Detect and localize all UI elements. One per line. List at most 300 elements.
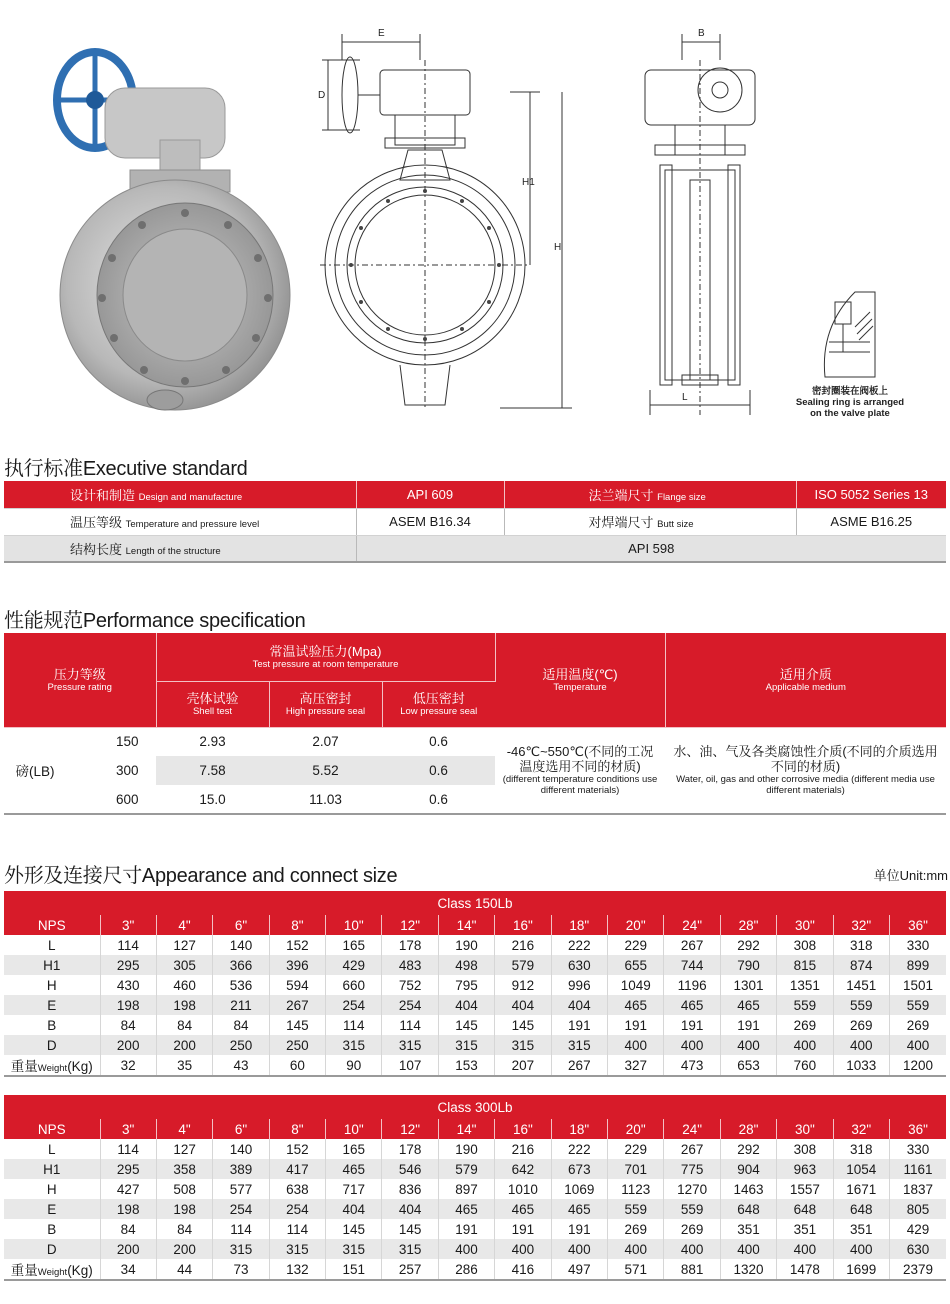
table-cell: 404 bbox=[495, 995, 551, 1015]
table-cell: 198 bbox=[156, 995, 212, 1015]
table-cell: 400 bbox=[664, 1239, 720, 1259]
table-cell: 430 bbox=[100, 975, 156, 995]
table-row bbox=[4, 1199, 946, 1219]
table-cell: 145 bbox=[269, 1015, 325, 1035]
header-en: High pressure seal bbox=[285, 706, 366, 717]
table-cell: 795 bbox=[438, 975, 494, 995]
table-cell: 404 bbox=[382, 1199, 438, 1219]
table-row bbox=[4, 1239, 946, 1259]
table-cell: 114 bbox=[382, 1015, 438, 1035]
nps-header-cell: 32" bbox=[833, 1119, 889, 1139]
appearance-title-en: Appearance and connect size bbox=[141, 865, 398, 887]
table-cell: 250 bbox=[269, 1035, 325, 1055]
table-cell: 465 bbox=[495, 1199, 551, 1219]
table-cell: 465 bbox=[438, 1199, 494, 1219]
table-cell: 308 bbox=[777, 935, 833, 955]
class150-size-table bbox=[4, 891, 946, 1077]
table-cell: 207 bbox=[495, 1055, 551, 1076]
table-header-row bbox=[4, 915, 946, 935]
row-label: L bbox=[4, 935, 100, 955]
header-zh: 适用温度(℃) bbox=[542, 666, 618, 682]
dim-h-label: H bbox=[554, 242, 562, 253]
table-cell: 760 bbox=[777, 1055, 833, 1076]
table-cell: 358 bbox=[156, 1159, 212, 1179]
table-cell: 1557 bbox=[777, 1179, 833, 1199]
class-title: Class 150Lb bbox=[4, 891, 946, 915]
table-row bbox=[4, 935, 946, 955]
shell-value bbox=[116, 727, 269, 756]
table-cell: 1010 bbox=[495, 1179, 551, 1199]
table-cell: 465 bbox=[664, 995, 720, 1015]
table-cell: 579 bbox=[438, 1159, 494, 1179]
table-cell: 630 bbox=[889, 1239, 946, 1259]
table-cell: 701 bbox=[608, 1159, 664, 1179]
table-row bbox=[4, 1139, 946, 1159]
table-cell: 396 bbox=[269, 955, 325, 975]
table-cell: 1033 bbox=[833, 1055, 889, 1076]
table-cell: 400 bbox=[720, 1035, 776, 1055]
performance-table bbox=[4, 633, 946, 815]
row-label: E bbox=[4, 995, 100, 1015]
table-cell: 577 bbox=[213, 1179, 269, 1199]
header-zh: 适用介质 bbox=[779, 666, 832, 682]
weight-zh: 重量 bbox=[10, 1263, 38, 1278]
table-row bbox=[4, 995, 946, 1015]
table-cell: 114 bbox=[269, 1219, 325, 1239]
table-cell: 269 bbox=[906, 1017, 930, 1033]
table-cell: 1478 bbox=[777, 1259, 833, 1280]
table-cell: 400 bbox=[833, 1239, 889, 1259]
header-en: Applicable medium bbox=[765, 681, 846, 693]
row-label: D bbox=[4, 1035, 100, 1055]
table-cell: 775 bbox=[664, 1159, 720, 1179]
table-cell: 400 bbox=[608, 1239, 664, 1259]
table-cell: 508 bbox=[156, 1179, 212, 1199]
std-label-cell bbox=[504, 508, 796, 535]
weight-unit: (Kg) bbox=[67, 1059, 93, 1074]
table-cell: 483 bbox=[382, 955, 438, 975]
low-value: 0.6 bbox=[382, 785, 495, 814]
table-cell: 351 bbox=[720, 1219, 776, 1239]
std-label-zh: 设计和制造 bbox=[70, 487, 136, 503]
table-cell: 996 bbox=[551, 975, 607, 995]
table-cell: 653 bbox=[720, 1055, 776, 1076]
temperature-header bbox=[495, 633, 665, 727]
table-cell: 132 bbox=[269, 1259, 325, 1280]
table-cell: 400 bbox=[833, 1035, 889, 1055]
rating-unit: 磅(LB) bbox=[15, 764, 55, 780]
std-label-zh: 温压等级 bbox=[70, 515, 123, 530]
table-cell: 315 bbox=[382, 1239, 438, 1259]
table-cell: 465 bbox=[551, 1199, 607, 1219]
table-cell: 267 bbox=[269, 995, 325, 1015]
row-label: H1 bbox=[4, 955, 100, 975]
table-cell: 152 bbox=[269, 1139, 325, 1159]
table-cell: 400 bbox=[438, 1239, 494, 1259]
table-cell: 400 bbox=[720, 1239, 776, 1259]
table-cell: 330 bbox=[906, 937, 930, 953]
table-cell: 465 bbox=[326, 1159, 382, 1179]
table-cell: 269 bbox=[833, 1015, 889, 1035]
table-cell: 1351 bbox=[777, 975, 833, 995]
table-row bbox=[4, 1035, 946, 1055]
table-cell: 165 bbox=[326, 935, 382, 955]
std-value-cell: ISO 5052 Series 13 bbox=[796, 481, 946, 508]
nps-header-cell: 20" bbox=[608, 915, 664, 935]
table-cell: 559 bbox=[777, 995, 833, 1015]
sealing-detail-drawing bbox=[815, 282, 885, 382]
table-cell: 400 bbox=[551, 1239, 607, 1259]
valve-photo bbox=[0, 30, 300, 440]
executive-title-zh: 执行标准 bbox=[4, 458, 83, 480]
table-cell: 559 bbox=[664, 1199, 720, 1219]
row-label: H1 bbox=[4, 1159, 100, 1179]
nps-header-cell: 3" bbox=[100, 915, 156, 935]
shell-value bbox=[116, 756, 269, 785]
table-cell: 648 bbox=[833, 1199, 889, 1219]
table-cell: 579 bbox=[495, 955, 551, 975]
row-label bbox=[4, 1055, 100, 1076]
table-cell: 673 bbox=[551, 1159, 607, 1179]
nps-header-cell: 12" bbox=[382, 915, 438, 935]
table-cell: 559 bbox=[833, 995, 889, 1015]
table-cell: 305 bbox=[156, 955, 212, 975]
table-cell: 717 bbox=[326, 1179, 382, 1199]
table-cell: 899 bbox=[889, 955, 946, 975]
table-cell: 1123 bbox=[608, 1179, 664, 1199]
std-label-cell bbox=[4, 481, 356, 508]
table-cell: 153 bbox=[438, 1055, 494, 1076]
std-value-cell: ASEM B16.34 bbox=[356, 508, 504, 535]
table-cell: 416 bbox=[495, 1259, 551, 1280]
row-label: H bbox=[4, 1179, 100, 1199]
nps-header-cell: 24" bbox=[664, 915, 720, 935]
weight-en: Weight bbox=[37, 1063, 68, 1074]
medium-note bbox=[665, 727, 946, 814]
nps-header-cell: 30" bbox=[777, 915, 833, 935]
row-label: B bbox=[4, 1219, 100, 1239]
table-cell: 836 bbox=[382, 1179, 438, 1199]
table-cell: 200 bbox=[156, 1035, 212, 1055]
executive-standard-title bbox=[4, 452, 248, 481]
nps-header-cell: 12" bbox=[382, 1119, 438, 1139]
class-value: 300 bbox=[116, 763, 139, 778]
high-value: 11.03 bbox=[269, 785, 382, 814]
table-cell: 229 bbox=[608, 1139, 664, 1159]
table-cell: 404 bbox=[326, 1199, 382, 1219]
table-cell: 473 bbox=[664, 1055, 720, 1076]
std-label-zh: 法兰端尺寸 bbox=[588, 487, 654, 503]
table-cell: 114 bbox=[326, 1015, 382, 1035]
table-cell: 216 bbox=[495, 935, 551, 955]
table-cell: 318 bbox=[833, 935, 889, 955]
table-cell: 198 bbox=[156, 1199, 212, 1219]
table-row bbox=[4, 727, 946, 756]
header-en: Test pressure at room temperature bbox=[252, 658, 399, 670]
nps-header-cell: 28" bbox=[720, 915, 776, 935]
table-cell: 1451 bbox=[833, 975, 889, 995]
table-cell: 191 bbox=[438, 1219, 494, 1239]
table-cell: 127 bbox=[156, 1139, 212, 1159]
table-cell: 145 bbox=[438, 1015, 494, 1035]
class-value: 150 bbox=[116, 734, 139, 750]
shell-text: 7.58 bbox=[199, 763, 226, 778]
table-cell: 648 bbox=[720, 1199, 776, 1219]
nps-header-cell: 36" bbox=[889, 1119, 946, 1139]
table-cell: 229 bbox=[608, 935, 664, 955]
table-cell: 400 bbox=[889, 1035, 946, 1055]
table-row bbox=[4, 1179, 946, 1199]
nps-header-cell: 18" bbox=[551, 915, 607, 935]
medium-zh: 水、油、气及各类腐蚀性介质(不同的介质选用不同的材质) bbox=[673, 744, 938, 775]
row-label: B bbox=[4, 1015, 100, 1035]
table-cell: 191 bbox=[495, 1219, 551, 1239]
table-cell: 400 bbox=[608, 1035, 664, 1055]
dim-h1-label: H1 bbox=[522, 177, 535, 188]
table-cell: 460 bbox=[156, 975, 212, 995]
table-cell: 429 bbox=[326, 955, 382, 975]
table-row bbox=[4, 1159, 946, 1179]
table-cell: 904 bbox=[720, 1159, 776, 1179]
class-title: Class 300Lb bbox=[4, 1095, 946, 1119]
table-cell: 1049 bbox=[608, 975, 664, 995]
table-cell: 1463 bbox=[720, 1179, 776, 1199]
front-view-drawing bbox=[300, 20, 600, 440]
table-cell: 660 bbox=[326, 975, 382, 995]
table-cell: 805 bbox=[889, 1199, 946, 1219]
table-cell: 191 bbox=[664, 1015, 720, 1035]
table-cell: 73 bbox=[213, 1259, 269, 1280]
nps-header-cell: 32" bbox=[833, 915, 889, 935]
table-cell: 267 bbox=[664, 1139, 720, 1159]
row-label: D bbox=[4, 1239, 100, 1259]
table-cell: 315 bbox=[495, 1035, 551, 1055]
table-cell: 60 bbox=[269, 1055, 325, 1076]
row-label: E bbox=[4, 1199, 100, 1219]
table-cell: 327 bbox=[608, 1055, 664, 1076]
table-row bbox=[4, 1219, 946, 1239]
table-cell: 497 bbox=[551, 1259, 607, 1280]
table-cell: 114 bbox=[100, 935, 156, 955]
table-cell: 404 bbox=[551, 995, 607, 1015]
table-cell: 35 bbox=[156, 1055, 212, 1076]
table-cell: 1054 bbox=[833, 1159, 889, 1179]
table-cell: 222 bbox=[551, 935, 607, 955]
table-cell: 254 bbox=[213, 1199, 269, 1219]
shell-test-header bbox=[156, 681, 269, 727]
dim-l-label: L bbox=[682, 392, 688, 403]
table-cell: 315 bbox=[326, 1239, 382, 1259]
header-zh: 壳体试验 bbox=[186, 691, 239, 706]
temperature-note bbox=[495, 727, 665, 814]
table-cell: 267 bbox=[664, 935, 720, 955]
table-cell: 191 bbox=[551, 1015, 607, 1035]
nps-header-cell: 20" bbox=[608, 1119, 664, 1139]
nps-header-cell: 16" bbox=[495, 1119, 551, 1139]
std-label-en: Design and manufacture bbox=[138, 491, 243, 503]
weight-unit: (Kg) bbox=[67, 1263, 93, 1278]
nps-label: NPS bbox=[4, 1119, 100, 1139]
table-header-row bbox=[4, 1095, 946, 1119]
header-zh: 常温试验压力(Mpa) bbox=[269, 643, 382, 659]
table-cell: 315 bbox=[382, 1035, 438, 1055]
table-cell: 400 bbox=[664, 1035, 720, 1055]
table-cell: 351 bbox=[833, 1219, 889, 1239]
table-cell: 257 bbox=[382, 1259, 438, 1280]
table-cell: 254 bbox=[326, 995, 382, 1015]
medium-header bbox=[665, 633, 946, 727]
low-value: 0.6 bbox=[382, 756, 495, 785]
std-label-en: Temperature and pressure level bbox=[125, 519, 260, 530]
table-cell: 1837 bbox=[902, 1181, 933, 1197]
table-row bbox=[4, 481, 946, 508]
table-cell: 190 bbox=[438, 935, 494, 955]
high-value: 5.52 bbox=[269, 756, 382, 785]
table-cell: 315 bbox=[551, 1035, 607, 1055]
header-zh: 低压密封 bbox=[412, 691, 465, 706]
table-cell: 152 bbox=[269, 935, 325, 955]
header-en: Low pressure seal bbox=[400, 706, 478, 717]
nps-header-cell: 3" bbox=[100, 1119, 156, 1139]
table-row bbox=[4, 955, 946, 975]
row-label: H bbox=[4, 975, 100, 995]
temperature-zh: -46℃~550℃(不同的工况温度选用不同的材质) bbox=[506, 744, 654, 775]
table-cell: 43 bbox=[213, 1055, 269, 1076]
table-cell: 536 bbox=[213, 975, 269, 995]
table-header-row bbox=[4, 1119, 946, 1139]
table-cell: 178 bbox=[382, 935, 438, 955]
table-cell: 107 bbox=[382, 1055, 438, 1076]
table-row bbox=[4, 535, 946, 562]
table-cell: 1671 bbox=[833, 1179, 889, 1199]
table-cell: 351 bbox=[777, 1219, 833, 1239]
dim-b-label: B bbox=[698, 28, 705, 39]
table-cell: 330 bbox=[906, 1141, 930, 1157]
std-value-cell: API 598 bbox=[356, 535, 946, 562]
table-cell: 400 bbox=[495, 1239, 551, 1259]
weight-en: Weight bbox=[37, 1267, 68, 1278]
std-label-en: Butt size bbox=[657, 519, 694, 530]
table-row bbox=[4, 508, 946, 535]
table-cell: 127 bbox=[156, 935, 212, 955]
appearance-title bbox=[4, 859, 397, 888]
performance-title bbox=[4, 604, 305, 633]
table-cell: 198 bbox=[100, 1199, 156, 1219]
sealing-caption-zh: 密封圈装在阀板上 bbox=[811, 386, 888, 397]
table-cell: 286 bbox=[438, 1259, 494, 1280]
header-en: Shell test bbox=[192, 706, 233, 717]
table-cell: 790 bbox=[720, 955, 776, 975]
std-value-cell: ASME B16.25 bbox=[796, 508, 946, 535]
low-value: 0.6 bbox=[429, 734, 448, 750]
executive-title-en: Executive standard bbox=[82, 458, 248, 480]
table-cell: 874 bbox=[833, 955, 889, 975]
table-cell: 165 bbox=[326, 1139, 382, 1159]
dim-d-label: D bbox=[318, 90, 326, 101]
table-cell: 216 bbox=[495, 1139, 551, 1159]
pressure-rating-header bbox=[4, 633, 156, 727]
table-cell: 315 bbox=[269, 1239, 325, 1259]
table-cell: 90 bbox=[326, 1055, 382, 1076]
table-cell: 2379 bbox=[889, 1259, 946, 1280]
table-cell: 200 bbox=[100, 1035, 156, 1055]
sealing-caption bbox=[770, 386, 930, 419]
nps-header-cell: 6" bbox=[213, 1119, 269, 1139]
low-seal-header bbox=[382, 681, 495, 727]
nps-header-cell: 6" bbox=[213, 915, 269, 935]
executive-standard-table bbox=[4, 481, 946, 563]
table-cell: 292 bbox=[720, 935, 776, 955]
table-cell: 815 bbox=[777, 955, 833, 975]
table-cell: 400 bbox=[777, 1035, 833, 1055]
medium-en: Water, oil, gas and other corrosive media (different media use different materials) bbox=[676, 774, 935, 797]
table-cell: 267 bbox=[551, 1055, 607, 1076]
nps-header-cell: 16" bbox=[495, 915, 551, 935]
product-figures bbox=[0, 0, 950, 440]
table-cell: 222 bbox=[551, 1139, 607, 1159]
nps-header-cell: 4" bbox=[156, 915, 212, 935]
table-cell: 594 bbox=[269, 975, 325, 995]
unit-label: 单位Unit:mm bbox=[873, 868, 948, 883]
shell-text: 15.0 bbox=[199, 791, 226, 807]
table-cell: 44 bbox=[156, 1259, 212, 1280]
table-cell: 465 bbox=[608, 995, 664, 1015]
class-value: 600 bbox=[116, 791, 139, 807]
table-cell: 642 bbox=[495, 1159, 551, 1179]
table-cell: 366 bbox=[213, 955, 269, 975]
high-value: 2.07 bbox=[312, 734, 339, 750]
table-cell: 269 bbox=[664, 1219, 720, 1239]
table-cell: 389 bbox=[213, 1159, 269, 1179]
table-cell: 114 bbox=[100, 1139, 156, 1159]
table-cell: 84 bbox=[156, 1219, 212, 1239]
table-cell: 498 bbox=[438, 955, 494, 975]
table-cell: 429 bbox=[906, 1221, 930, 1237]
performance-title-en: Performance specification bbox=[82, 610, 306, 632]
nps-header-cell: 10" bbox=[326, 1119, 382, 1139]
table-cell: 84 bbox=[100, 1015, 156, 1035]
table-row bbox=[4, 975, 946, 995]
table-cell: 1200 bbox=[889, 1055, 946, 1076]
table-cell: 254 bbox=[382, 995, 438, 1015]
nps-header-cell: 8" bbox=[269, 915, 325, 935]
appearance-title-zh: 外形及连接尺寸 bbox=[4, 865, 142, 887]
row-label bbox=[4, 1259, 100, 1280]
nps-header-cell: 8" bbox=[269, 1119, 325, 1139]
std-label-cell bbox=[4, 535, 356, 562]
nps-header-cell: 10" bbox=[326, 915, 382, 935]
table-cell: 546 bbox=[382, 1159, 438, 1179]
table-cell: 292 bbox=[720, 1139, 776, 1159]
std-value-cell: API 609 bbox=[356, 481, 504, 508]
row-label: L bbox=[4, 1139, 100, 1159]
table-cell: 200 bbox=[156, 1239, 212, 1259]
performance-title-zh: 性能规范 bbox=[4, 610, 83, 632]
table-cell: 190 bbox=[438, 1139, 494, 1159]
table-cell: 318 bbox=[833, 1139, 889, 1159]
table-cell: 140 bbox=[213, 935, 269, 955]
table-cell: 1270 bbox=[664, 1179, 720, 1199]
table-cell: 465 bbox=[720, 995, 776, 1015]
table-cell: 1161 bbox=[889, 1159, 946, 1179]
table-cell: 84 bbox=[156, 1015, 212, 1035]
table-cell: 295 bbox=[100, 1159, 156, 1179]
table-cell: 881 bbox=[664, 1259, 720, 1280]
table-cell: 427 bbox=[100, 1179, 156, 1199]
table-cell: 1069 bbox=[551, 1179, 607, 1199]
header-en: Pressure rating bbox=[47, 681, 112, 693]
table-cell: 198 bbox=[100, 995, 156, 1015]
